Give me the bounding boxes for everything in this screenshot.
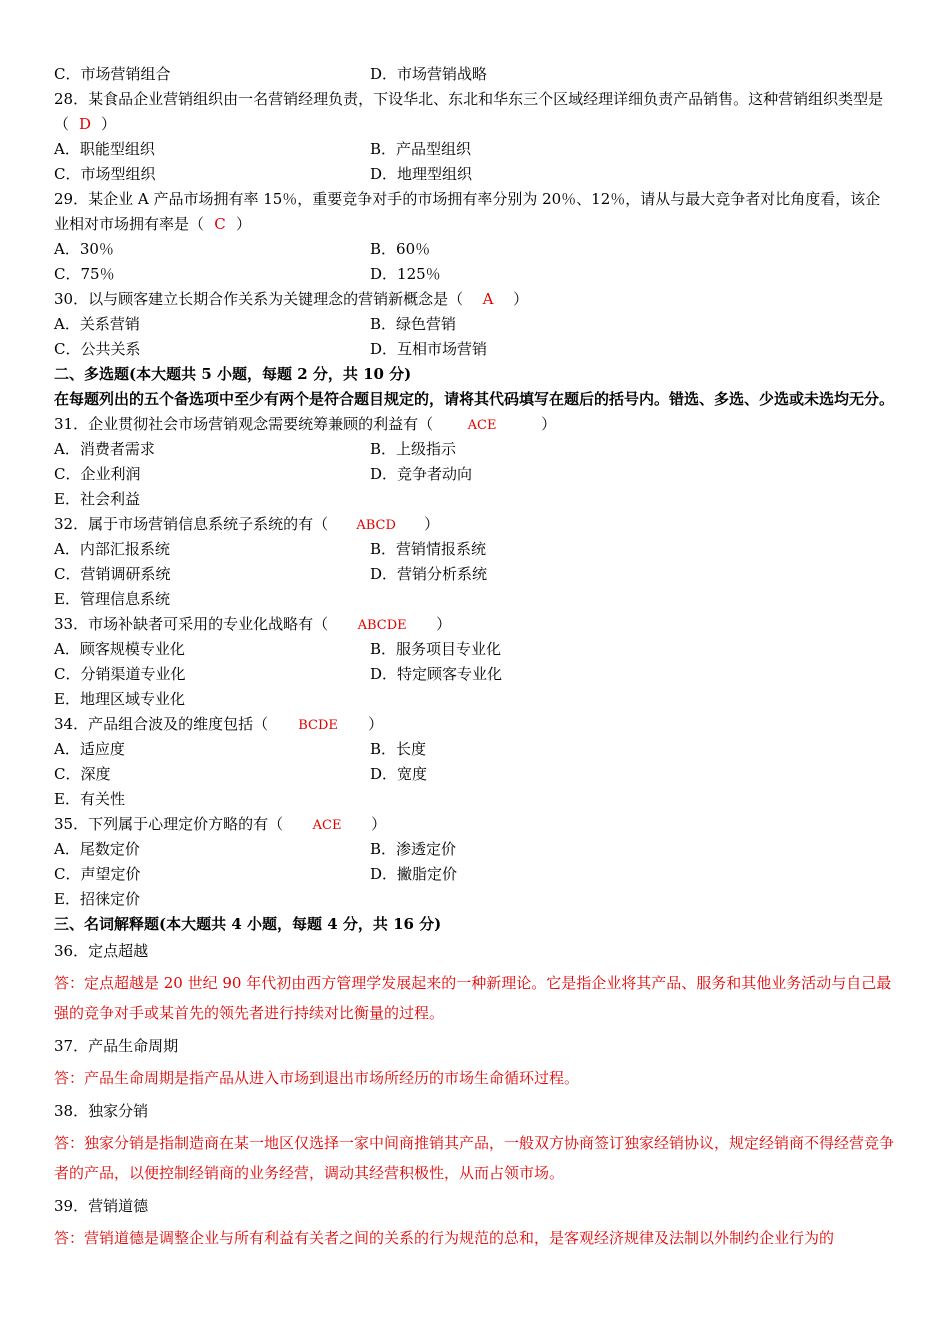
- close-paren: ）: [424, 515, 440, 533]
- option-a: A．适应度: [54, 740, 125, 758]
- term-38: 38．独家分销: [54, 1102, 149, 1120]
- q30-options-ab: [54, 312, 894, 337]
- option-e: E．招徕定价: [54, 890, 140, 908]
- option-e: E．有关性: [54, 790, 125, 808]
- definition-37: 答：产品生命周期是指产品从进入市场到退出市场所经历的市场生命循环过程。: [54, 1069, 580, 1087]
- option-c: C．声望定价: [54, 865, 141, 883]
- question-34: [54, 712, 894, 737]
- option-d: D．竞争者动向: [370, 465, 473, 483]
- definition-39: 答：营销道德是调整企业与所有利益有关者之间的关系的行为规范的总和，是客观经济规律及法制以外制约企业行为的: [54, 1229, 835, 1247]
- close-paren: ）: [541, 415, 557, 433]
- q32-options-cd: [54, 562, 894, 587]
- option-d: D．互相市场营销: [370, 340, 488, 358]
- question-stem: 35．下列属于心理定价方略的有（: [54, 815, 284, 833]
- q31-options-cd: [54, 462, 894, 487]
- definition-38: 答：独家分销是指制造商在某一地区仅选择一家中间商推销其产品，一般双方协商签订独家经销协议，规定经销商不得经营竞争者的产品，以便控制经销商的业务经营，调动其经营积极性，从而占领市场。: [54, 1134, 895, 1182]
- answer: A: [482, 290, 494, 308]
- question-31: [54, 412, 894, 437]
- answer: BCDE: [298, 718, 338, 733]
- answer: C: [214, 215, 226, 233]
- close-paren: ）: [101, 115, 117, 133]
- close-paren: ）: [236, 215, 252, 233]
- option-b: B．渗透定价: [370, 840, 457, 858]
- option-c: C．分销渠道专业化: [54, 665, 186, 683]
- question-32: [54, 512, 894, 537]
- q28-options-ab: [54, 137, 894, 162]
- question-stem: 29．某企业 A 产品市场拥有率 15％，重要竞争对手的市场拥有率分别为 20％、12％，请从与最大竞争者对比角度看，该企业相对市场拥有率是（: [54, 190, 881, 233]
- q28-options-cd: [54, 162, 894, 187]
- question-stem: 31．企业贯彻社会市场营销观念需要统筹兼顾的利益有（: [54, 415, 434, 433]
- option-a: A．消费者需求: [54, 440, 155, 458]
- close-paren: ）: [436, 615, 452, 633]
- option-d: D．撇脂定价: [370, 865, 458, 883]
- option-b: B．60％: [370, 240, 431, 258]
- q35-options-ab: [54, 837, 894, 862]
- option-d: D．营销分析系统: [370, 565, 488, 583]
- answer: D: [79, 115, 92, 133]
- section-title: 二、多选题(本大题共 5 小题，每题 2 分，共 10 分): [54, 365, 412, 383]
- option-a: A．关系营销: [54, 315, 140, 333]
- close-paren: ）: [513, 290, 529, 308]
- option-c: C．企业利润: [54, 465, 141, 483]
- option-b: B．上级指示: [370, 440, 457, 458]
- q32-options-ab: [54, 537, 894, 562]
- question-stem: 34．产品组合波及的维度包括（: [54, 715, 269, 733]
- option-d: D．宽度: [370, 765, 428, 783]
- close-paren: ）: [368, 715, 384, 733]
- option-c: C．75％: [54, 265, 115, 283]
- option-d: D．市场营销战略: [370, 65, 488, 83]
- q30-options-cd: [54, 337, 894, 362]
- question-stem: 30．以与顾客建立长期合作关系为关键理念的营销新概念是（: [54, 290, 464, 308]
- close-paren: ）: [371, 815, 387, 833]
- term-39: 39．营销道德: [54, 1197, 149, 1215]
- option-a: A．30％: [54, 240, 114, 258]
- option-b: B．绿色营销: [370, 315, 457, 333]
- q33-options-cd: [54, 662, 894, 687]
- exam-page: [54, 62, 894, 1257]
- answer: ABCD: [356, 518, 396, 533]
- question-35: [54, 812, 894, 837]
- term-37: 37．产品生命周期: [54, 1037, 179, 1055]
- option-c: C．营销调研系统: [54, 565, 171, 583]
- option-e: E．地理区域专业化: [54, 690, 185, 708]
- option-b: B．产品型组织: [370, 140, 472, 158]
- answer: ACE: [467, 418, 497, 433]
- option-c: C．深度: [54, 765, 111, 783]
- q35-options-cd: [54, 862, 894, 887]
- option-b: B．营销情报系统: [370, 540, 487, 558]
- q33-options-ab: [54, 637, 894, 662]
- question-stem: 33．市场补缺者可采用的专业化战略有（: [54, 615, 329, 633]
- question-stem: 32．属于市场营销信息系统子系统的有（: [54, 515, 329, 533]
- option-a: A．内部汇报系统: [54, 540, 170, 558]
- option-d: D．地理型组织: [370, 165, 473, 183]
- definition-36: 答：定点超越是 20 世纪 90 年代初由西方管理学发展起来的一种新理论。它是指企业将其产品、服务和其他业务活动与自己最强的竞争对手或某首先的领先者进行持续对比衡量的过程。: [54, 974, 892, 1022]
- q31-options-ab: [54, 437, 894, 462]
- q34-options-cd: [54, 762, 894, 787]
- question-29: [54, 187, 894, 237]
- question-stem: 28．某食品企业营销组织由一名营销经理负责，下设华北、东北和华东三个区域经理详细负责产品销售。这种营销组织类型是（: [54, 90, 884, 133]
- question-33: [54, 612, 894, 637]
- q27-options-cd: [54, 62, 894, 87]
- option-e: E．管理信息系统: [54, 590, 170, 608]
- answer: ABCDE: [357, 618, 407, 633]
- option-b: B．长度: [370, 740, 427, 758]
- question-30: [54, 287, 894, 312]
- section-title: 三、名词解释题(本大题共 4 小题，每题 4 分，共 16 分): [54, 915, 442, 933]
- option-c: C．市场型组织: [54, 165, 156, 183]
- answer: ACE: [312, 818, 342, 833]
- option-b: B．服务项目专业化: [370, 640, 502, 658]
- q34-options-ab: [54, 737, 894, 762]
- option-d: D．125％: [370, 265, 441, 283]
- section-instructions: 在每题列出的五个备选项中至少有两个是符合题目规定的，请将其代码填写在题后的括号内。错选、多选、少选或未选均无分。: [54, 390, 895, 408]
- q29-options-cd: [54, 262, 894, 287]
- question-28: [54, 87, 894, 137]
- option-c: C．公共关系: [54, 340, 141, 358]
- q29-options-ab: [54, 237, 894, 262]
- option-a: A．尾数定价: [54, 840, 140, 858]
- option-a: A．职能型组织: [54, 140, 155, 158]
- option-d: D．特定顾客专业化: [370, 665, 503, 683]
- term-36: 36．定点超越: [54, 942, 149, 960]
- option-e: E．社会利益: [54, 490, 140, 508]
- option-a: A．顾客规模专业化: [54, 640, 185, 658]
- option-c: C．市场营销组合: [54, 65, 171, 83]
